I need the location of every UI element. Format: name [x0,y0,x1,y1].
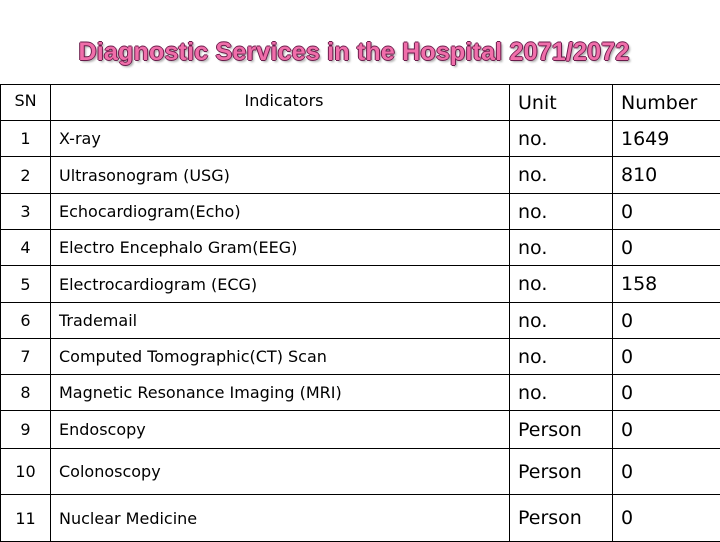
number-cell: 1649 [613,121,720,157]
table-row [1,339,720,375]
indicator-cell: Electrocardiogram (ECG) [51,266,510,303]
number-cell: 0 [613,375,720,411]
indicator-cell: Magnetic Resonance Imaging (MRI) [51,375,510,411]
unit-cell: no. [510,194,613,230]
number-cell: 0 [613,303,720,339]
table-row [1,121,720,157]
number-cell: 0 [613,495,720,542]
table-row [1,495,720,542]
table-row [1,157,720,194]
table-row [1,411,720,449]
unit-cell: no. [510,339,613,375]
unit-cell: no. [510,375,613,411]
number-cell: 810 [613,157,720,194]
sn-cell: 9 [1,411,51,449]
sn-cell: 6 [1,303,51,339]
indicator-cell: Trademail [51,303,510,339]
table-row [1,303,720,339]
indicator-cell: Nuclear Medicine [51,495,510,542]
indicator-cell: Ultrasonogram (USG) [51,157,510,194]
sn-cell: 3 [1,194,51,230]
sn-cell: 10 [1,449,51,495]
unit-cell: no. [510,266,613,303]
number-cell: 0 [613,194,720,230]
indicator-cell: Electro Encephalo Gram(EEG) [51,230,510,266]
page-title: Diagnostic Services in the Hospital 2071/2072 [0,38,708,67]
table-row [1,375,720,411]
diagnostic-services-table [0,84,720,542]
unit-cell: Person [510,411,613,449]
header-unit: Unit [510,85,613,121]
sn-cell: 8 [1,375,51,411]
unit-cell: no. [510,121,613,157]
table-row [1,230,720,266]
table-row [1,266,720,303]
number-cell: 0 [613,449,720,495]
unit-cell: no. [510,230,613,266]
table-row [1,449,720,495]
number-cell: 0 [613,230,720,266]
unit-cell: Person [510,495,613,542]
sn-cell: 4 [1,230,51,266]
unit-cell: Person [510,449,613,495]
indicator-cell: Endoscopy [51,411,510,449]
indicator-cell: Colonoscopy [51,449,510,495]
table-row [1,194,720,230]
header-indicators: Indicators [51,85,510,121]
sn-cell: 11 [1,495,51,542]
sn-cell: 1 [1,121,51,157]
unit-cell: no. [510,157,613,194]
sn-cell: 7 [1,339,51,375]
number-cell: 158 [613,266,720,303]
indicator-cell: Computed Tomographic(CT) Scan [51,339,510,375]
header-row [1,85,720,121]
number-cell: 0 [613,411,720,449]
number-cell: 0 [613,339,720,375]
indicator-cell: Echocardiogram(Echo) [51,194,510,230]
unit-cell: no. [510,303,613,339]
header-number: Number [613,85,720,121]
table-body [1,85,720,542]
header-sn: SN [1,85,51,121]
sn-cell: 5 [1,266,51,303]
sn-cell: 2 [1,157,51,194]
indicator-cell: X-ray [51,121,510,157]
